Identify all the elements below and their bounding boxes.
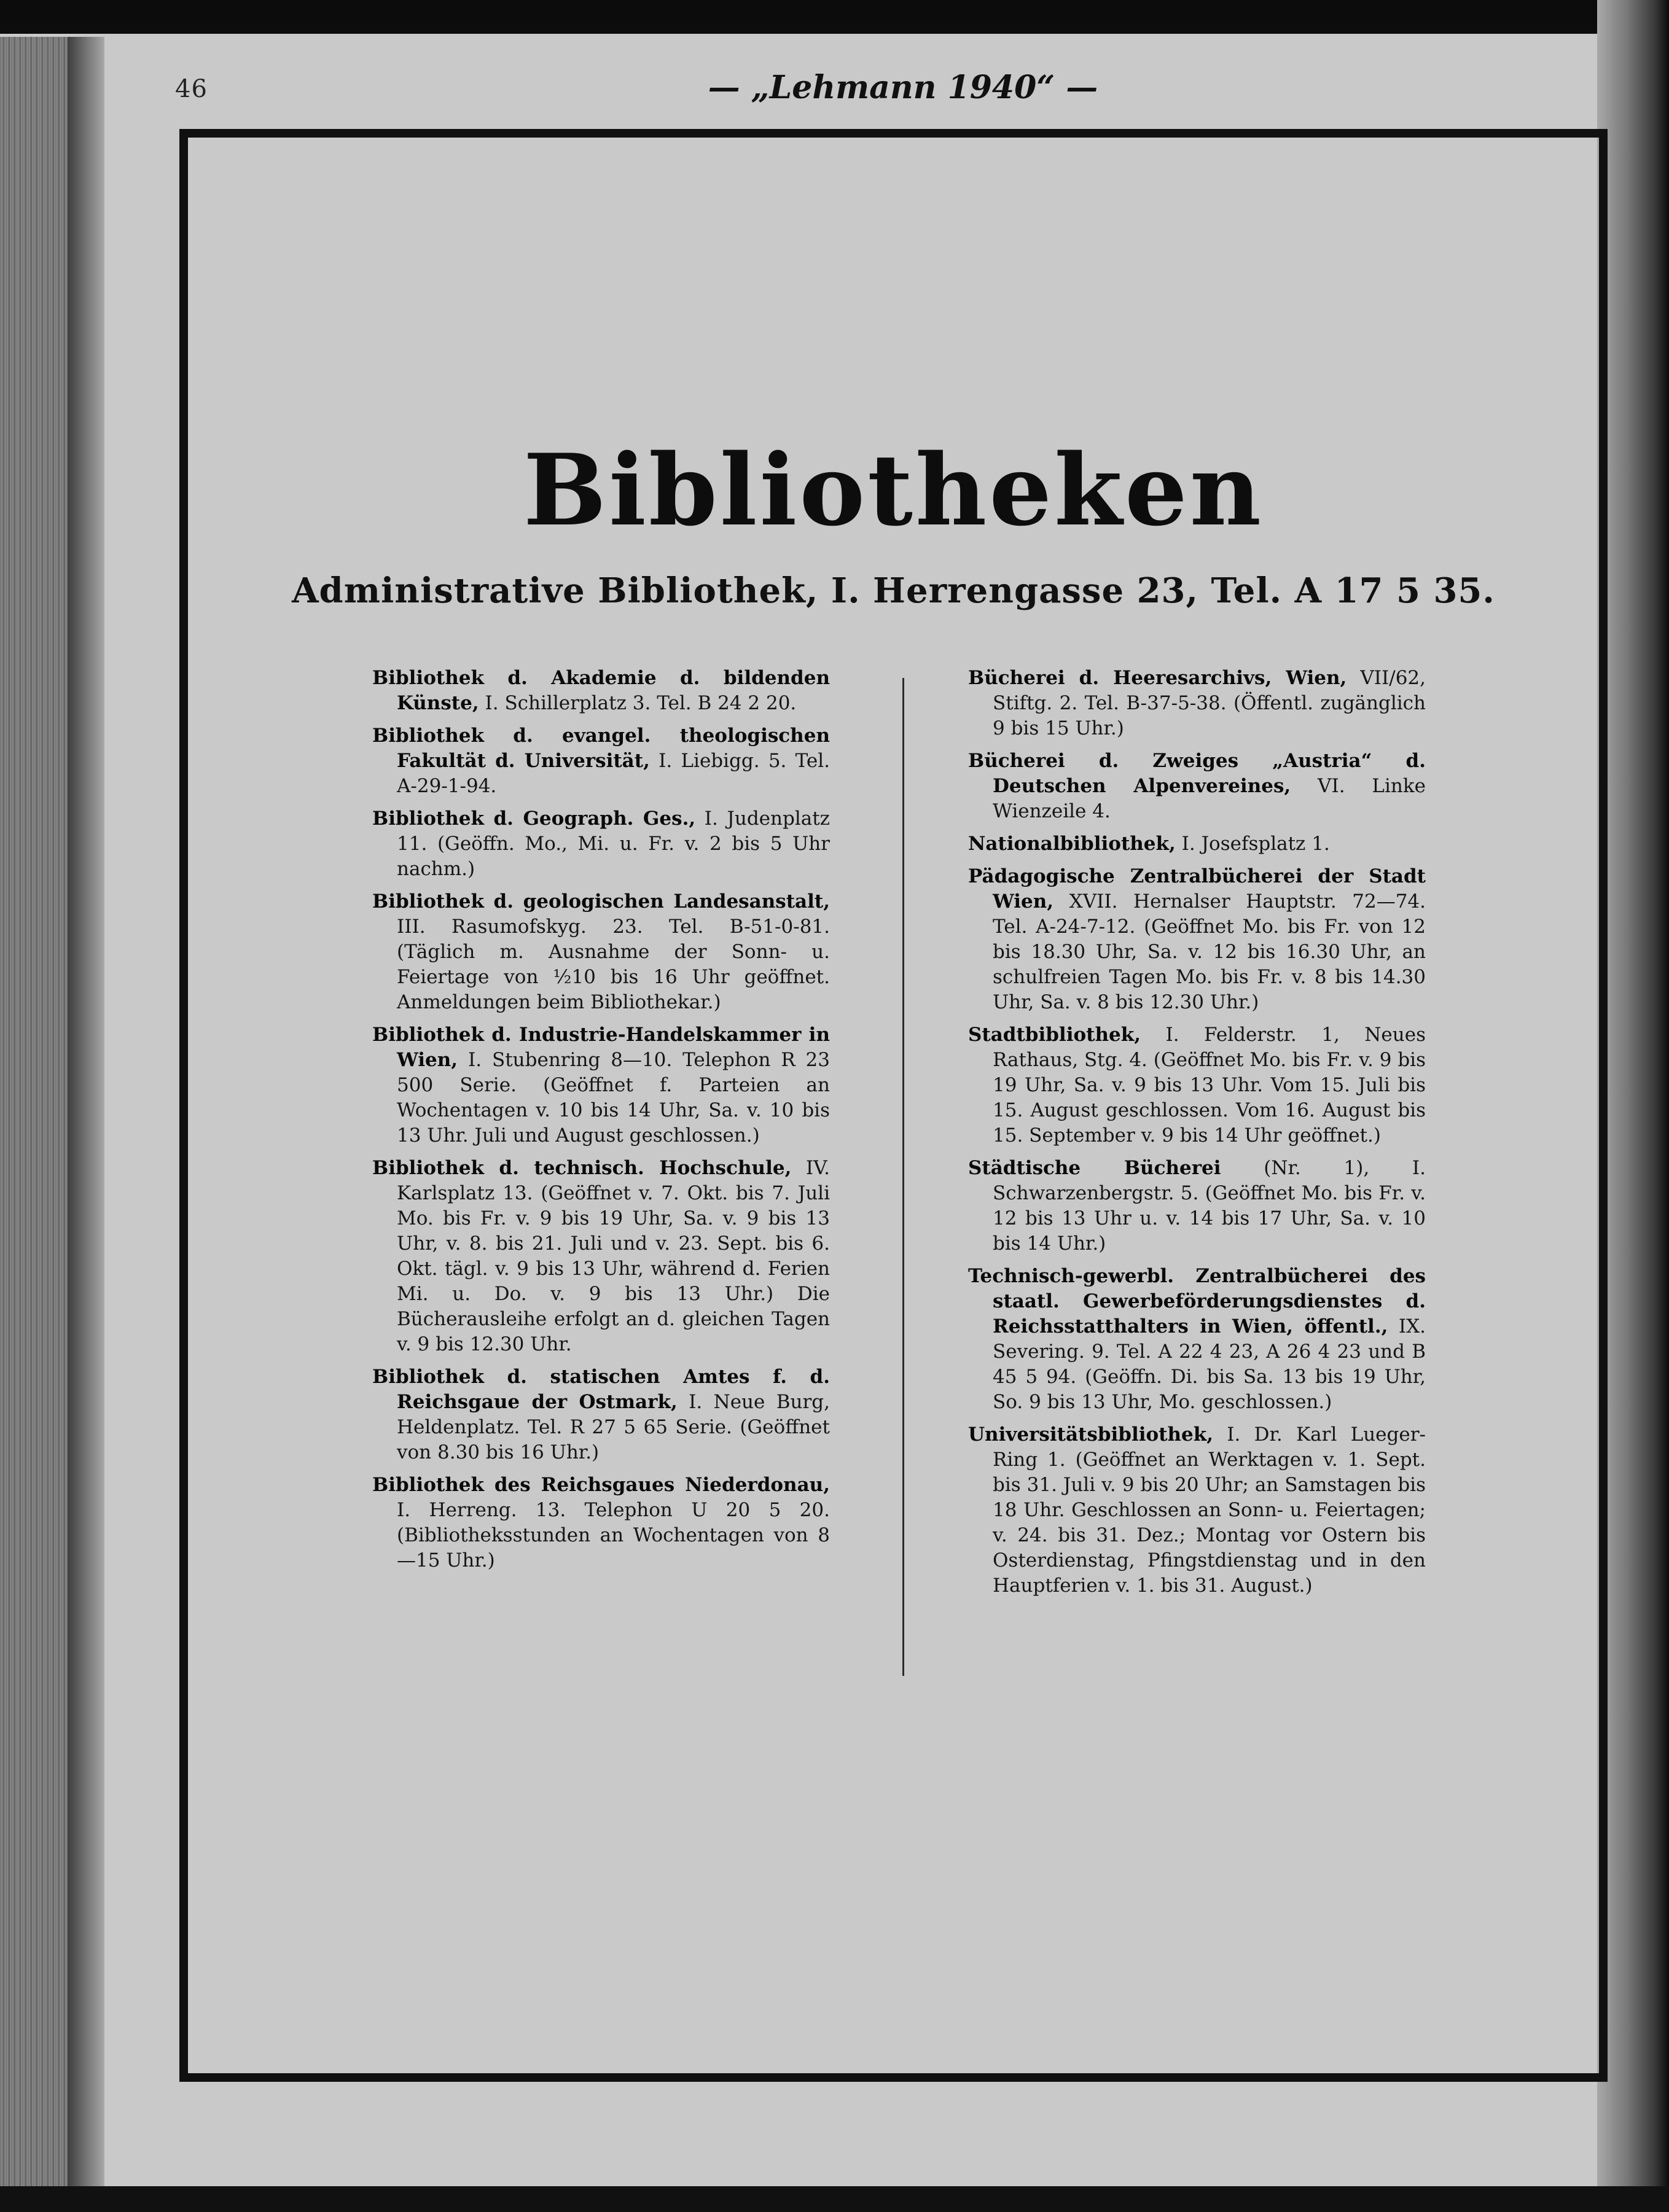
library-name: Bücherei d. Zweiges „Austria“ d. Deutschen Alpenvereines, bbox=[968, 750, 1426, 797]
library-entry bbox=[968, 666, 1426, 741]
left-column bbox=[372, 666, 830, 1581]
library-name: Bibliothek d. Akademie d. bildenden Künste, bbox=[372, 667, 830, 714]
library-details: I. Felderstr. 1, Neues Rathaus, Stg. 4. (Geöffnet Mo. bis Fr. v. 9 bis 19 Uhr, Sa. v. 9 bis 13 Uhr. Vom 15. Juli bis 15. August geschlossen. Vom 16. August bis 15. September v. 9 bis 14 Uhr geöffnet.) bbox=[993, 1024, 1426, 1147]
library-details: XVII. Hernalser Hauptstr. 72—74. Tel. A-24-7-12. (Geöffnet Mo. bis Fr. von 12 bis 18.30 Uhr, Sa. v. 12 bis 16.30 Uhr, an schulfreien Tagen Mo. bis Fr. v. 8 bis 14.30 Uhr, Sa. v. 8 bis 12.30 Uhr.) bbox=[993, 890, 1426, 1013]
library-details: III. Rasumofskyg. 23. Tel. B-51-0-81. (Täglich m. Ausnahme der Sonn- u. Feiertage von ½10 bis 16 Uhr geöffnet. Anmeldungen beim Bibliothekar.) bbox=[397, 916, 830, 1013]
page-title: Bibliotheken bbox=[523, 432, 1264, 548]
library-entry bbox=[372, 666, 830, 716]
library-entry bbox=[372, 889, 830, 1015]
library-entry bbox=[372, 723, 830, 799]
library-name: Bibliothek d. technisch. Hochschule, bbox=[372, 1157, 792, 1179]
book-binding-edge bbox=[0, 37, 74, 2212]
library-entry bbox=[968, 1156, 1426, 1256]
library-entry bbox=[372, 806, 830, 882]
library-entry bbox=[968, 749, 1426, 824]
library-entry bbox=[968, 831, 1426, 857]
library-details: I. Judenplatz 11. (Geöffn. Mo., Mi. u. Fr. v. 2 bis 5 Uhr nachm.) bbox=[397, 808, 831, 880]
library-details: I. Dr. Karl Lueger-Ring 1. (Geöffnet an Werktagen v. 1. Sept. bis 31. Juli v. 9 bis 20 Uhr; an Samstagen bis 18 Uhr. Geschlossen an Sonn- u. Feiertagen; v. 24. bis 31. Dez.; Montag vor Ostern bis Osterdienstag, Pfingstdienstag und in den Hauptferien v. 1. bis 31. August.) bbox=[993, 1423, 1426, 1597]
library-details: I. Liebigg. 5. Tel. A-29-1-94. bbox=[397, 750, 831, 797]
library-name: Bibliothek d. Geograph. Ges., bbox=[372, 808, 696, 830]
library-name: Bibliothek d. Industrie-Handelskammer in Wien, bbox=[372, 1024, 830, 1071]
page-subtitle: Administrative Bibliothek, I. Herrengasse 23, Tel. A 17 5 35. bbox=[292, 571, 1495, 611]
library-name: Bibliothek d. statischen Amtes f. d. Reichsgaue der Ostmark, bbox=[372, 1366, 830, 1413]
library-name: Bibliothek d. evangel. theologischen Fakultät d. Universität, bbox=[372, 725, 830, 772]
library-details: I. Herreng. 13. Telephon U 20 5 20. (Bibliotheksstunden an Wochentagen von 8—15 Uhr.) bbox=[397, 1499, 830, 1571]
library-details: IX. Severing. 9. Tel. A 22 4 23, A 26 4 23 und B 45 5 94. (Geöffn. Di. bis Sa. 13 bis 19 Uhr, So. 9 bis 13 Uhr, Mo. geschlossen.) bbox=[993, 1315, 1426, 1413]
library-details: I. Josefsplatz 1. bbox=[1175, 833, 1330, 855]
library-entry bbox=[372, 1022, 830, 1148]
library-entry bbox=[372, 1156, 830, 1357]
library-details: VII/62, Stiftg. 2. Tel. B-37-5-38. (Öffentl. zugänglich 9 bis 15 Uhr.) bbox=[993, 667, 1426, 739]
library-name: Städtische Bücherei bbox=[968, 1157, 1221, 1179]
library-details: I. Schillerplatz 3. Tel. B 24 2 20. bbox=[479, 692, 797, 714]
library-details: (Nr. 1), I. Schwarzenbergstr. 5. (Geöffnet Mo. bis Fr. v. 12 bis 13 Uhr u. v. 14 bis 17 Uhr, Sa. v. 10 bis 14 Uhr.) bbox=[993, 1157, 1426, 1255]
library-entry bbox=[372, 1473, 830, 1573]
library-entry bbox=[968, 864, 1426, 1015]
binding-shadow bbox=[68, 37, 104, 2212]
library-entry bbox=[968, 1422, 1426, 1599]
right-column bbox=[968, 666, 1426, 1606]
column-divider bbox=[902, 678, 904, 1676]
library-entry bbox=[968, 1022, 1426, 1148]
library-name: Bibliothek d. geologischen Landesanstalt, bbox=[372, 890, 830, 913]
scan-top-shadow bbox=[0, 0, 1669, 34]
running-title: — „Lehmann 1940“ — bbox=[708, 69, 1098, 106]
library-details: I. Neue Burg, Heldenplatz. Tel. R 27 5 65 Serie. (Geöffnet von 8.30 bis 16 Uhr.) bbox=[397, 1391, 830, 1463]
facing-page-edge bbox=[1597, 0, 1669, 2212]
library-name: Technisch-gewerbl. Zentralbücherei des staatl. Gewerbeförderungsdienstes d. Reichsstatthalters in Wien, öffentl., bbox=[968, 1265, 1426, 1338]
scan-bottom-shadow bbox=[0, 2186, 1669, 2212]
library-details: VI. Linke Wienzeile 4. bbox=[993, 775, 1426, 822]
library-details: I. Stubenring 8—10. Telephon R 23 500 Serie. (Geöffnet f. Parteien an Wochentagen v. 10 bis 14 Uhr, Sa. v. 10 bis 13 Uhr. Juli und August geschlossen.) bbox=[397, 1049, 830, 1147]
library-name: Stadtbibliothek, bbox=[968, 1024, 1141, 1046]
library-name: Bücherei d. Heeresarchivs, Wien, bbox=[968, 667, 1347, 689]
library-name: Bibliothek des Reichsgaues Niederdonau, bbox=[372, 1474, 830, 1496]
page-number: 46 bbox=[175, 75, 208, 103]
library-name: Universitätsbibliothek, bbox=[968, 1423, 1214, 1446]
library-name: Nationalbibliothek, bbox=[968, 833, 1176, 855]
library-entry bbox=[372, 1365, 830, 1465]
library-name: Pädagogische Zentralbücherei der Stadt Wien, bbox=[968, 865, 1426, 913]
advertisement-frame bbox=[179, 129, 1608, 2082]
library-details: IV. Karlsplatz 13. (Geöffnet v. 7. Okt. bis 7. Juli Mo. bis Fr. v. 9 bis 19 Uhr, Sa. v. 9 bis 13 Uhr, v. 8. bis 21. Juli und v. 23. Sept. bis 6. Okt. tägl. v. 9 bis 13 Uhr, während d. Ferien Mi. u. Do. v. 9 bis 13 Uhr.) Die Bücherausleihe erfolgt an d. gleichen Tagen v. 9 bis 12.30 Uhr. bbox=[397, 1157, 830, 1355]
library-entry bbox=[968, 1264, 1426, 1415]
